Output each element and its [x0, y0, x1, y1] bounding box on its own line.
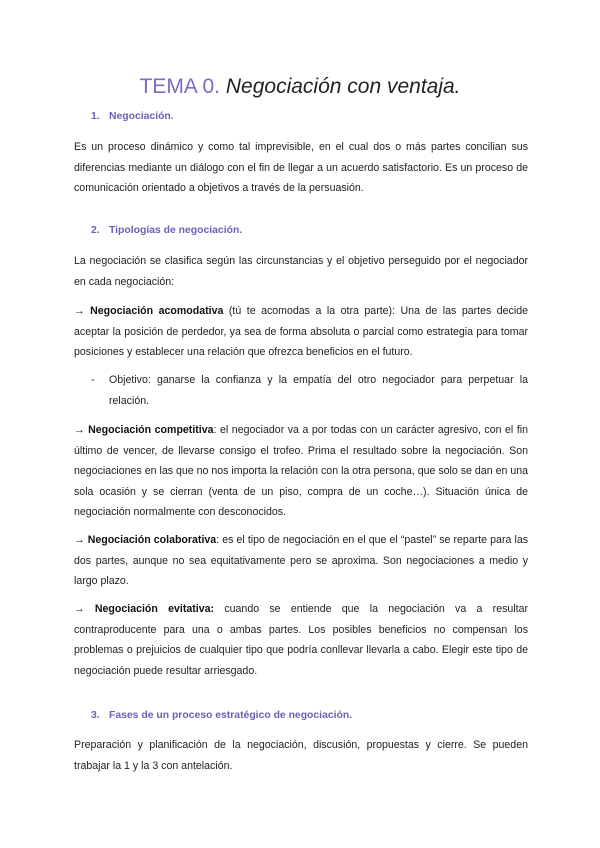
section-heading-3: 3. Fases de un proceso estratégico de negociación. — [91, 710, 353, 721]
paragraph-competitiva: → Negociación competitiva: el negociador va a por todas con un carácter agresivo, con el fin último de vencer, de llevarse consigo el trofeo. Prima el resultado sobre la negociación. Son negociaciones en las que no nos importa la relación con la otra persona, que solo se dan en una sola ocasión y se cierran (venta de un piso, compra de un coche…). Situación única de negociación normalmente con desconocidos. — [74, 424, 529, 518]
section-heading-2: 2. Tipologías de negociación. — [91, 225, 243, 236]
bullet-objetivo: - Objetivo: ganarse la confianza y la empatía del otro negociador para perpetuar la relación. — [91, 374, 528, 407]
paragraph-fases: Preparación y planificación de la negociación, discusión, propuestas y cierre. Se pueden trabajar la 1 y la 3 con antelación. — [74, 739, 528, 772]
page-title — [0, 74, 600, 100]
paragraph-acomodativa: → Negociación acomodativa (tú te acomodas a la otra parte): Una de las partes decide aceptar la posición de perdedor, ya sea de forma absoluta o parcial como estrategia para tomar posiciones y establecer una relación que ofrezca beneficios en el futuro. — [74, 305, 528, 358]
title-text: Negociación con ventaja. — [225, 75, 461, 98]
paragraph-colaborativa: → Negociación colaborativa: es el tipo de negociación en el que el “pastel” se reparte para las dos partes, aunque no sea equitativamente pero se aproxima. Son negociaciones a medio y largo plazo. — [74, 534, 529, 587]
title-number: TEMA 0. — [139, 75, 221, 98]
section-heading-1: 1. Negociación. — [91, 111, 174, 122]
paragraph-evitativa: → Negociación evitativa: cuando se entiende que la negociación va a resultar contraproducente para una o ambas partes. Los posibles beneficios no compensan los problemas o prejuicios de cualquier tipo que podría conllevar llevarla a cabo. Elegir este tipo de negociación puede resultar arriesgado. — [74, 603, 528, 677]
paragraph-tipologias-intro: La negociación se clasifica según las circunstancias y el objetivo perseguido por el negociador en cada negociación: — [74, 255, 528, 288]
paragraph-intro: Es un proceso dinámico y como tal imprevisible, en el cual dos o más partes concilian sus diferencias mediante un diálogo con el fin de llegar a un acuerdo satisfactorio. Es un proceso de comunicación orientado a objetivos a través de la persuasión. — [74, 141, 528, 194]
